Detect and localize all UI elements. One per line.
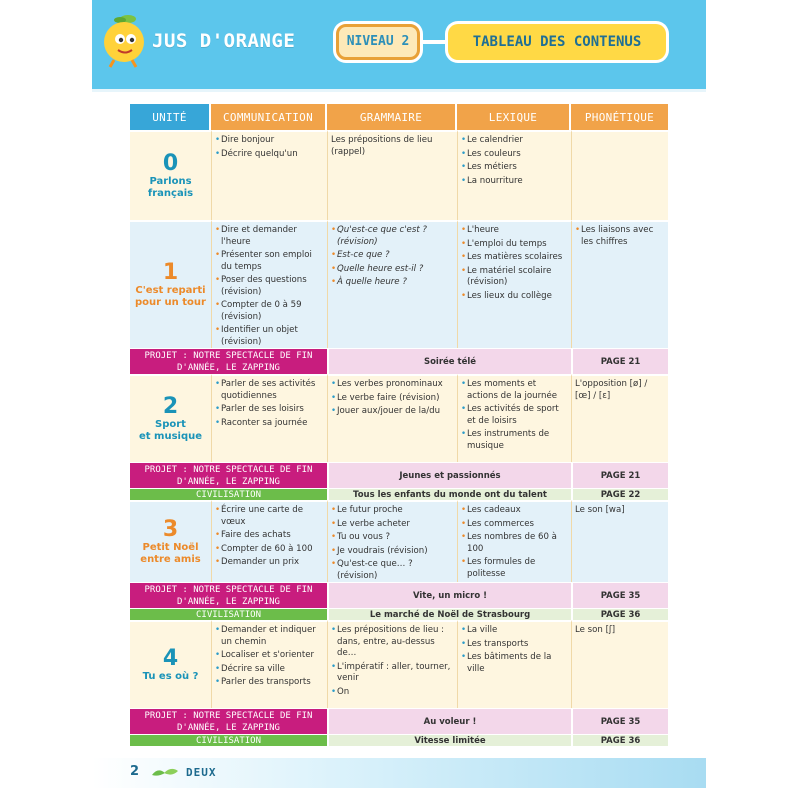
communication-cell	[211, 130, 327, 220]
lexique-cell	[457, 130, 571, 220]
civilisation-title: Le marché de Noël de Strasbourg	[327, 609, 571, 620]
grammaire-list	[331, 625, 454, 698]
phonetique-text: Le son [ʃ]	[575, 625, 616, 635]
unit-number: 3	[162, 517, 179, 542]
list-item: • Décrire sa ville	[215, 664, 324, 676]
table-header-row	[130, 104, 668, 130]
grammaire-cell	[327, 130, 457, 220]
projet-page: PAGE 35	[571, 583, 668, 608]
communication-list	[215, 505, 324, 569]
list-item: • Le matériel scolaire (révision)	[461, 266, 568, 289]
list-item: • Les formules de politesse	[461, 557, 568, 580]
list-item: • Demander et indiquer un chemin	[215, 625, 324, 648]
civilisation-label: CIVILISATION	[130, 735, 327, 746]
unit-cell	[130, 620, 211, 708]
column-header-grammaire: GRAMMAIRE	[327, 104, 457, 130]
grammaire-list	[331, 379, 454, 418]
page-label: DEUX	[186, 766, 217, 779]
projet-page: PAGE 35	[571, 709, 668, 734]
projet-title: Vite, un micro !	[327, 583, 571, 608]
projet-title: Au voleur !	[327, 709, 571, 734]
column-header-communication: COMMUNICATION	[211, 104, 327, 130]
list-item: • Les prépositions de lieu : dans, entre, au-dessus de…	[331, 625, 454, 660]
contents-table	[130, 104, 668, 746]
list-item: • Le verbe faire (révision)	[331, 393, 454, 405]
list-item: • Compter de 0 à 59 (révision)	[215, 300, 324, 323]
grammaire-cell	[327, 374, 457, 462]
lexique-cell	[457, 220, 571, 348]
list-item: • Les cadeaux	[461, 505, 568, 517]
communication-list	[215, 625, 324, 689]
civilisation-band-3	[130, 608, 668, 620]
leaf-icon	[150, 767, 180, 779]
lexique-list	[461, 135, 568, 187]
lexique-list	[461, 225, 568, 302]
badge-connector	[422, 40, 448, 44]
communication-list	[215, 379, 324, 429]
unit-title: Petit Noël entre amis	[140, 542, 201, 565]
list-item: • Localiser et s'orienter	[215, 650, 324, 662]
projet-page: PAGE 21	[571, 349, 668, 374]
unit-title: Sport et musique	[138, 419, 203, 442]
civilisation-page: PAGE 36	[571, 609, 668, 620]
list-item: • Les liaisons avec les chiffres	[575, 225, 665, 248]
lexique-cell	[457, 500, 571, 582]
civilisation-title: Vitesse limitée	[327, 735, 571, 746]
list-item: • Parler de ses loisirs	[215, 404, 324, 416]
grammaire-list	[331, 225, 454, 289]
civilisation-label: CIVILISATION	[130, 489, 327, 500]
phonetique-cell	[571, 500, 668, 582]
unit-title: C'est reparti pour un tour	[135, 285, 206, 308]
projet-band-3	[130, 582, 668, 608]
list-item: • Le calendrier	[461, 135, 568, 147]
list-item: • Raconter sa journée	[215, 418, 324, 430]
unit-number: 0	[162, 151, 179, 176]
projet-title: Soirée télé	[327, 349, 571, 374]
unit-row-3	[130, 500, 668, 582]
list-item: • Faire des achats	[215, 530, 324, 542]
projet-band-2	[130, 462, 668, 488]
phonetique-text: Le son [wa]	[575, 505, 625, 515]
list-item: • Identifier un objet (révision)	[215, 325, 324, 348]
list-item: • L'emploi du temps	[461, 239, 568, 251]
list-item: • Les verbes pronominaux	[331, 379, 454, 391]
grammaire-list	[331, 505, 454, 582]
page-footer	[92, 758, 706, 788]
list-item: • Les bâtiments de la ville	[461, 652, 568, 675]
communication-cell	[211, 220, 327, 348]
list-item: • Qu'est-ce que c'est ? (révision)	[331, 225, 454, 248]
list-item: • Dire et demander l'heure	[215, 225, 324, 248]
grammaire-cell	[327, 500, 457, 582]
list-item: • Les lieux du collège	[461, 291, 568, 303]
list-item: • À quelle heure ?	[331, 277, 454, 289]
list-item: • Les nombres de 60 à 100	[461, 532, 568, 555]
niveau-badge: NIVEAU 2	[336, 24, 420, 60]
list-item: • Demander un prix	[215, 557, 324, 569]
list-item: • La ville	[461, 625, 568, 637]
brand-title: JUS D'ORANGE	[152, 30, 296, 52]
list-item: • Jouer aux/jouer de la/du	[331, 406, 454, 418]
unit-cell	[130, 130, 211, 220]
list-item: • Parler de ses activités quotidiennes	[215, 379, 324, 402]
phonetique-cell	[571, 374, 668, 462]
lexique-list	[461, 625, 568, 675]
phonetique-text: L'opposition [ø] / [œ] / [ɛ]	[575, 379, 648, 401]
column-header-phonetique: PHONÉTIQUE	[571, 104, 668, 130]
list-item: • Poser des questions (révision)	[215, 275, 324, 298]
civilisation-label: CIVILISATION	[130, 609, 327, 620]
projet-label: PROJET : NOTRE SPECTACLE DE FIN D'ANNÉE, LE ZAPPING	[130, 463, 327, 488]
list-item: • Les transports	[461, 639, 568, 651]
unit-row-2	[130, 374, 668, 462]
list-item: • Je voudrais (révision)	[331, 546, 454, 558]
grammaire-cell	[327, 220, 457, 348]
grammaire-cell	[327, 620, 457, 708]
unit-title: Parlons français	[147, 176, 194, 199]
list-item: • Les instruments de musique	[461, 429, 568, 452]
column-header-unite: UNITÉ	[130, 104, 211, 130]
unit-number: 1	[162, 260, 179, 285]
unit-cell	[130, 220, 211, 348]
list-item: • Les métiers	[461, 162, 568, 174]
list-item: • Les commerces	[461, 519, 568, 531]
projet-label: PROJET : NOTRE SPECTACLE DE FIN D'ANNÉE, LE ZAPPING	[130, 709, 327, 734]
phonetique-cell	[571, 620, 668, 708]
civilisation-page: PAGE 22	[571, 489, 668, 500]
list-item: • Les activités de sport et de loisirs	[461, 404, 568, 427]
unit-number: 4	[162, 646, 179, 671]
unit-cell	[130, 500, 211, 582]
list-item: • Compter de 60 à 100	[215, 544, 324, 556]
projet-label: PROJET : NOTRE SPECTACLE DE FIN D'ANNÉE, LE ZAPPING	[130, 349, 327, 374]
phonetique-cell	[571, 220, 668, 348]
unit-cell	[130, 374, 211, 462]
phonetique-cell	[571, 130, 668, 220]
lexique-list	[461, 379, 568, 452]
communication-cell	[211, 374, 327, 462]
communication-list	[215, 225, 324, 348]
grammaire-text: Les prépositions de lieu (rappel)	[331, 135, 433, 157]
list-item: • Les matières scolaires	[461, 252, 568, 264]
list-item: • Est-ce que ?	[331, 250, 454, 262]
list-item: • Tu ou vous ?	[331, 532, 454, 544]
list-item: • Dire bonjour	[215, 135, 324, 147]
communication-cell	[211, 500, 327, 582]
projet-label: PROJET : NOTRE SPECTACLE DE FIN D'ANNÉE, LE ZAPPING	[130, 583, 327, 608]
column-header-lexique: LEXIQUE	[457, 104, 571, 130]
list-item: • Présenter son emploi du temps	[215, 250, 324, 273]
page-number: 2	[130, 764, 140, 779]
projet-band-1	[130, 348, 668, 374]
projet-band-4	[130, 708, 668, 734]
list-item: • La nourriture	[461, 176, 568, 188]
list-item: • L'impératif : aller, tourner, venir	[331, 662, 454, 685]
unit-row-1	[130, 220, 668, 348]
list-item: • Décrire quelqu'un	[215, 149, 324, 161]
list-item: • Le verbe acheter	[331, 519, 454, 531]
civilisation-page: PAGE 36	[571, 735, 668, 746]
civilisation-band-4	[130, 734, 668, 746]
orange-mascot-icon	[98, 12, 154, 68]
projet-title: Jeunes et passionnés	[327, 463, 571, 488]
civilisation-band-2	[130, 488, 668, 500]
unit-row-0	[130, 130, 668, 220]
list-item: • Les couleurs	[461, 149, 568, 161]
list-item: • Quelle heure est-il ?	[331, 264, 454, 276]
list-item: • L'heure	[461, 225, 568, 237]
unit-number: 2	[162, 394, 179, 419]
communication-cell	[211, 620, 327, 708]
communication-list	[215, 135, 324, 160]
list-item: • Les moments et actions de la journée	[461, 379, 568, 402]
lexique-cell	[457, 620, 571, 708]
civilisation-title: Tous les enfants du monde ont du talent	[327, 489, 571, 500]
list-item: • Écrire une carte de vœux	[215, 505, 324, 528]
header-banner	[92, 0, 706, 92]
projet-page: PAGE 21	[571, 463, 668, 488]
lexique-cell	[457, 374, 571, 462]
unit-row-4	[130, 620, 668, 708]
list-item: • On	[331, 687, 454, 699]
list-item: • Parler des transports	[215, 677, 324, 689]
lexique-list	[461, 505, 568, 580]
unit-title: Tu es où ?	[142, 671, 199, 682]
phonetique-list	[575, 225, 665, 248]
list-item: • Qu'est-ce que… ? (révision)	[331, 559, 454, 582]
page-title: TABLEAU DES CONTENUS	[448, 24, 666, 60]
list-item: • Le futur proche	[331, 505, 454, 517]
